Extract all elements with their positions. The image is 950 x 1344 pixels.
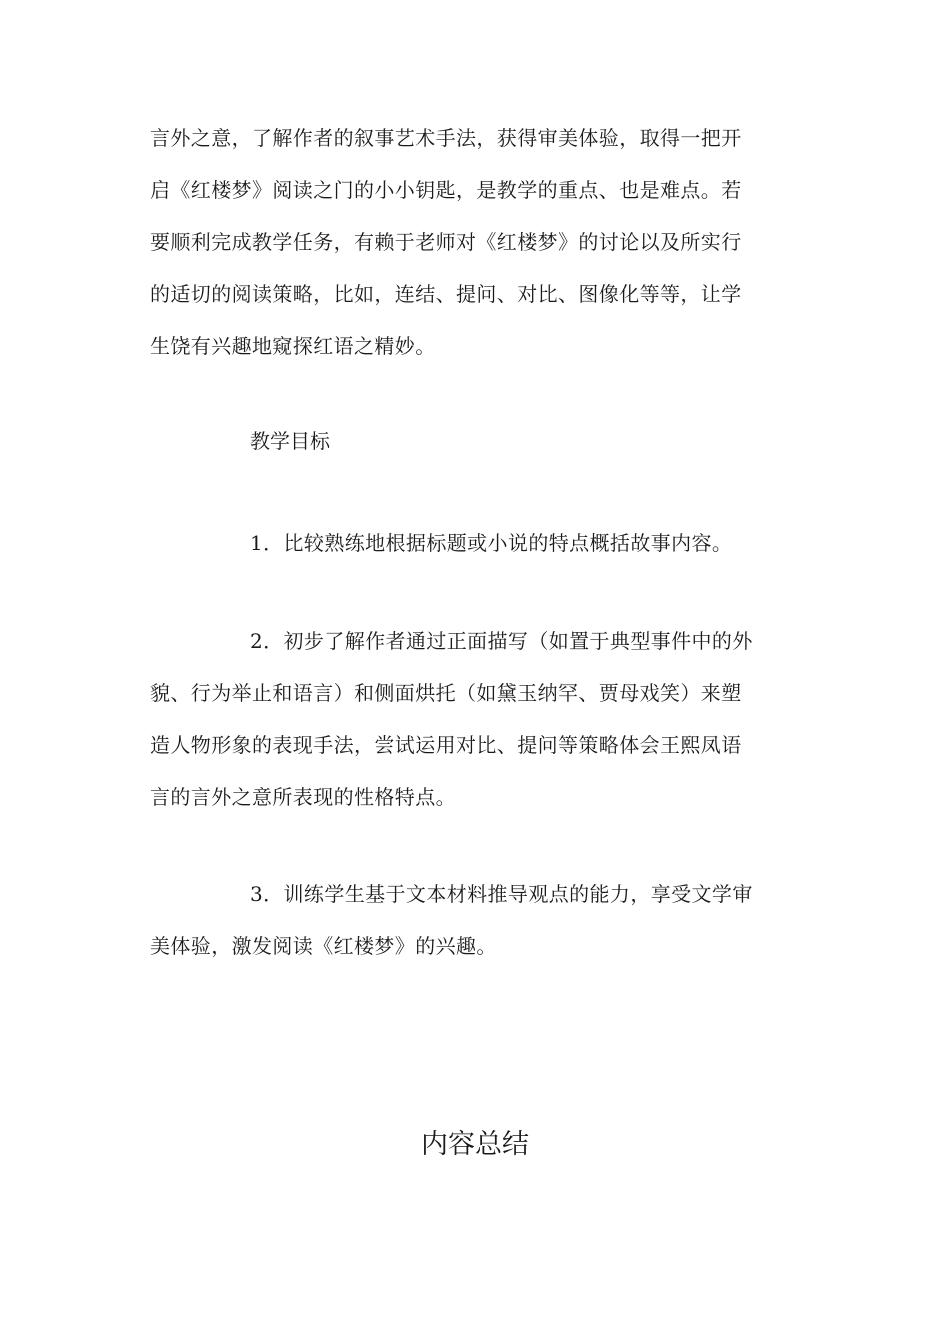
text-line: 的适切的阅读策略，比如，连结、提问、对比、图像化等等，让学	[150, 282, 742, 306]
text-line: 1．比较熟练地根据标题或小说的特点概括故事内容。	[250, 531, 733, 555]
intro-paragraph	[150, 112, 800, 372]
text-line: 生饶有兴趣地窥探红语之精妙。	[150, 334, 436, 358]
text-line: 2．初步了解作者通过正面描写（如置于典型事件中的外	[250, 629, 753, 653]
text-line: 造人物形象的表现手法，尝试运用对比、提问等策略体会王熙凤语	[150, 733, 742, 757]
goals-heading: 教学目标	[250, 429, 330, 453]
text-line: 言外之意，了解作者的叙事艺术手法，获得审美体验，取得一把开	[150, 126, 742, 150]
text-line: 要顺利完成教学任务，有赖于老师对《红楼梦》的讨论以及所实行	[150, 230, 742, 254]
text-line: 言的言外之意所表现的性格特点。	[150, 785, 456, 809]
goal-2-paragraph	[150, 615, 800, 823]
summary-title: 内容总结	[421, 1129, 529, 1160]
text-line: 启《红楼梦》阅读之门的小小钥匙，是教学的重点、也是难点。若	[150, 178, 742, 202]
text-line: 3．训练学生基于文本材料推导观点的能力，享受文学审	[250, 882, 753, 906]
text-line: 貌、行为举止和语言）和侧面烘托（如黛玉纳罕、贾母戏笑）来塑	[150, 681, 742, 705]
text-line: 美体验，激发阅读《红楼梦》的兴趣。	[150, 934, 497, 958]
goal-1-paragraph	[150, 517, 800, 569]
goal-3-paragraph	[150, 868, 800, 972]
